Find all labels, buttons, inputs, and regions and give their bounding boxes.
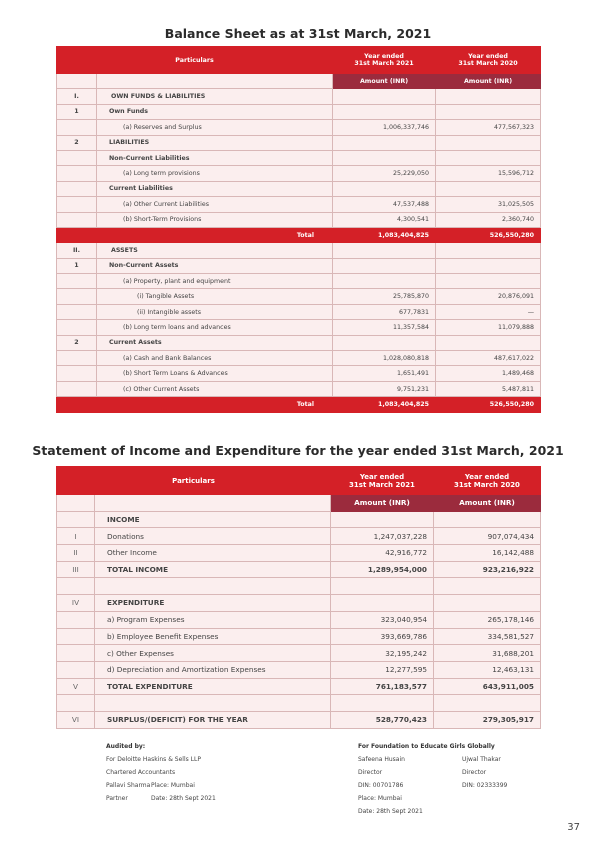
table-row [57, 511, 541, 528]
row-label: Current Assets [97, 335, 333, 350]
table-row [57, 335, 541, 350]
total-label: Total [57, 397, 333, 412]
row-label: (b) Short-Term Provisions [97, 212, 333, 227]
auditor-role: Partner [106, 795, 128, 802]
value-2021: 1,651,491 [333, 366, 436, 381]
balance-sheet-table [56, 46, 541, 413]
value-2021: 4,300,541 [333, 212, 436, 227]
row-label: ASSETS [97, 243, 333, 258]
value-2020: — [436, 304, 541, 319]
table-header-row [57, 47, 541, 74]
row-label: (a) Long term provisions [97, 166, 333, 181]
value-2021: 1,247,037,228 [331, 528, 434, 545]
amount-header: Amount (INR) [331, 495, 434, 512]
row-label: c) Other Expenses [95, 645, 331, 662]
organisation-name: For Foundation to Educate Girls Globally [358, 743, 495, 750]
row-label: TOTAL EXPENDITURE [95, 678, 331, 695]
total-label: Total [57, 227, 333, 242]
audited-by-label: Audited by: [106, 743, 146, 750]
row-label: b) Employee Benefit Expenses [95, 628, 331, 645]
value-2020: 31,025,505 [436, 197, 541, 212]
row-label: (ii) Intangible assets [97, 304, 333, 319]
table-row [57, 628, 541, 645]
table-row [57, 289, 541, 304]
auditor-name: Pallavi Sharma [106, 782, 151, 789]
row-number: V [57, 678, 95, 695]
value-2021: 42,916,772 [331, 545, 434, 562]
auditor-firm: For Deloitte Haskins & Sells LLP [106, 756, 201, 763]
value-2021: 12,277,595 [331, 661, 434, 678]
table-row [57, 561, 541, 578]
table-row [57, 120, 541, 135]
value-2021: 1,028,080,818 [333, 351, 436, 366]
row-label: EXPENDITURE [95, 595, 331, 612]
row-label: OWN FUNDS & LIABILITIES [97, 89, 333, 104]
signer1-date: Date: 28th Sept 2021 [358, 808, 423, 815]
value-2020: 31,688,201 [434, 645, 541, 662]
row-number: II [57, 545, 95, 562]
table-row [57, 595, 541, 612]
table-row [57, 197, 541, 212]
particulars-header: Particulars [57, 467, 331, 495]
value-2020: 487,617,022 [436, 351, 541, 366]
row-label: Own Funds [97, 104, 333, 119]
row-label: LIABILITIES [97, 135, 333, 150]
value-2021: 761,183,577 [331, 678, 434, 695]
balance-sheet-title: Balance Sheet as at 31st March, 2021 [164, 26, 432, 41]
signer1-name: Safeena Husain [358, 756, 405, 763]
value-2020: 334,581,527 [434, 628, 541, 645]
signer2-role: Director [462, 769, 487, 776]
row-label: (b) Long term loans and advances [97, 320, 333, 335]
row-number: I [57, 528, 95, 545]
row-label: (i) Tangible Assets [97, 289, 333, 304]
signer2-block [462, 753, 507, 792]
total-row [57, 397, 541, 412]
value-2021: 323,040,954 [331, 611, 434, 628]
table-row [57, 150, 541, 165]
table-row [57, 243, 541, 258]
value-2020: 923,216,922 [434, 561, 541, 578]
table-row [57, 89, 541, 104]
value-2021: 393,669,786 [331, 628, 434, 645]
table-row [57, 104, 541, 119]
row-label: (c) Other Current Assets [97, 381, 333, 396]
amount-header-row [57, 495, 541, 512]
row-label: (a) Reserves and Surplus [97, 120, 333, 135]
table-row [57, 381, 541, 396]
row-label: (a) Cash and Bank Balances [97, 351, 333, 366]
value-2021: 528,770,423 [331, 711, 434, 728]
table-header-row [57, 467, 541, 495]
table-row [57, 661, 541, 678]
table-row [57, 181, 541, 196]
row-number: 1 [57, 258, 97, 273]
row-number: III [57, 561, 95, 578]
value-2020: 16,142,488 [434, 545, 541, 562]
row-label: Current Liabilities [97, 181, 333, 196]
amount-header-row [57, 74, 541, 89]
auditor-place: Place: Mumbai [151, 782, 195, 789]
row-label: SURPLUS/(DEFICIT) FOR THE YEAR [95, 711, 331, 728]
table-row [57, 366, 541, 381]
value-2021: 25,229,050 [333, 166, 436, 181]
table-row [57, 274, 541, 289]
table-row [57, 351, 541, 366]
row-label: Donations [95, 528, 331, 545]
table-row [57, 528, 541, 545]
row-label: INCOME [95, 511, 331, 528]
value-2020: 907,074,434 [434, 528, 541, 545]
signer1-role: Director [358, 769, 383, 776]
row-label: (b) Short Term Loans & Advances [97, 366, 333, 381]
table-row [57, 678, 541, 695]
row-label: Non-Current Assets [97, 258, 333, 273]
row-number: 2 [57, 135, 97, 150]
table-row [57, 320, 541, 335]
value-2021: 11,357,584 [333, 320, 436, 335]
row-number: I. [57, 89, 97, 104]
row-number: IV [57, 595, 95, 612]
total-2021: 1,083,404,825 [333, 227, 436, 242]
value-2020: 1,489,468 [436, 366, 541, 381]
table-row [57, 258, 541, 273]
value-2021: 32,195,242 [331, 645, 434, 662]
row-label: (a) Other Current Liabilities [97, 197, 333, 212]
value-2021: 47,537,488 [333, 197, 436, 212]
row-number: II. [57, 243, 97, 258]
table-row [57, 135, 541, 150]
value-2020: 12,463,131 [434, 661, 541, 678]
value-2020: 2,360,740 [436, 212, 541, 227]
row-label: a) Program Expenses [95, 611, 331, 628]
value-2020: 279,305,917 [434, 711, 541, 728]
year-2020-header: Year ended 31st March 2020 [436, 47, 541, 74]
signer2-name: Ujwal Thakar [462, 756, 501, 763]
amount-header: Amount (INR) [436, 74, 541, 89]
signer1-din: DIN: 00701786 [358, 782, 404, 789]
total-row [57, 227, 541, 242]
value-2020: 265,178,146 [434, 611, 541, 628]
row-label: TOTAL INCOME [95, 561, 331, 578]
table-row [57, 645, 541, 662]
row-label: Other Income [95, 545, 331, 562]
table-row [57, 212, 541, 227]
year-2020-header: Year ended 31st March 2020 [434, 467, 541, 495]
particulars-header: Particulars [57, 47, 333, 74]
value-2020: 643,911,005 [434, 678, 541, 695]
value-2020: 15,596,712 [436, 166, 541, 181]
value-2020: 477,567,323 [436, 120, 541, 135]
table-row [57, 711, 541, 728]
table-row [57, 304, 541, 319]
row-label: Non-Current Liabilities [97, 150, 333, 165]
amount-header: Amount (INR) [333, 74, 436, 89]
page-number: 37 [567, 822, 580, 833]
table-row [57, 545, 541, 562]
auditor-type: Chartered Accountants [106, 769, 176, 776]
row-number: 2 [57, 335, 97, 350]
value-2021: 677,7831 [333, 304, 436, 319]
value-2021: 1,289,954,000 [331, 561, 434, 578]
row-label: (a) Property, plant and equipment [97, 274, 333, 289]
year-2021-header: Year ended 31st March 2021 [331, 467, 434, 495]
auditor-date: Date: 28th Sept 2021 [151, 795, 216, 802]
table-row [57, 695, 541, 712]
value-2021: 9,751,231 [333, 381, 436, 396]
total-2021: 1,083,404,825 [333, 397, 436, 412]
auditor-signatory [106, 779, 150, 805]
row-number: 1 [57, 104, 97, 119]
income-statement-table [56, 466, 541, 729]
value-2021: 25,785,870 [333, 289, 436, 304]
value-2020: 5,487,811 [436, 381, 541, 396]
auditor-block [106, 740, 201, 779]
table-row [57, 578, 541, 595]
total-2020: 526,550,280 [436, 397, 541, 412]
amount-header: Amount (INR) [434, 495, 541, 512]
signer1-place: Place: Mumbai [358, 795, 402, 802]
year-2021-header: Year ended 31st March 2021 [333, 47, 436, 74]
table-row [57, 611, 541, 628]
total-2020: 526,550,280 [436, 227, 541, 242]
value-2020: 20,876,091 [436, 289, 541, 304]
table-row [57, 166, 541, 181]
row-label: d) Depreciation and Amortization Expenses [95, 661, 331, 678]
auditor-place-date [151, 779, 216, 805]
income-statement-title: Statement of Income and Expenditure for the year ended 31st March, 2021 [32, 443, 564, 458]
value-2020: 11,079,888 [436, 320, 541, 335]
row-number: VI [57, 711, 95, 728]
value-2021: 1,006,337,746 [333, 120, 436, 135]
signer2-din: DIN: 02333399 [462, 782, 508, 789]
